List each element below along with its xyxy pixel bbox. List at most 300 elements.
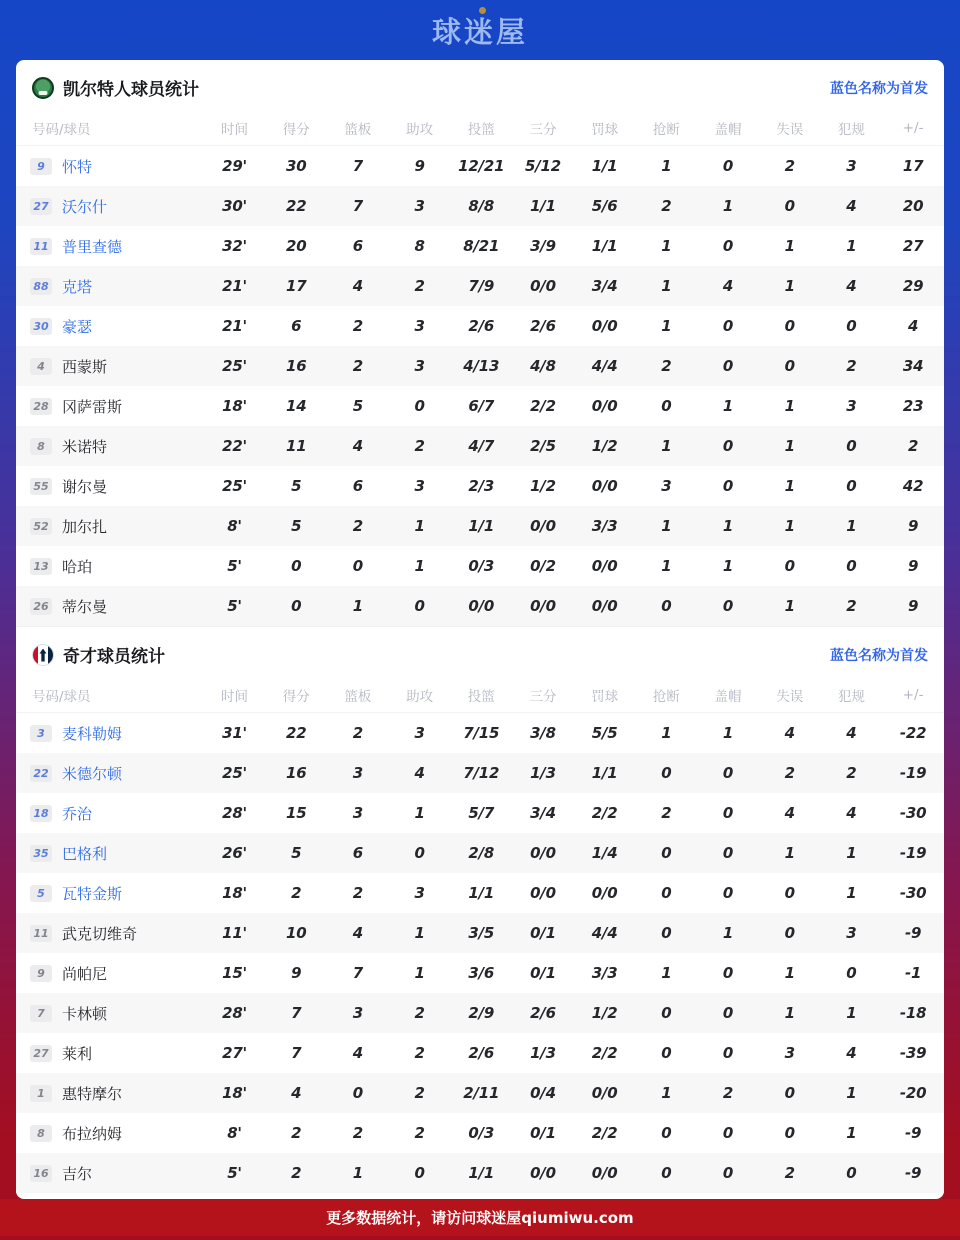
stat-cell: 27 bbox=[902, 237, 924, 255]
table-row bbox=[16, 346, 944, 386]
player-name: 米德尔顿 bbox=[62, 764, 123, 783]
stat-cell: 0/1 bbox=[530, 964, 556, 982]
stat-cell: 1 bbox=[784, 477, 795, 495]
stat-cell: 1/3 bbox=[530, 1044, 556, 1062]
stat-cell: 0/0 bbox=[530, 597, 556, 615]
stat-cell: 9 bbox=[907, 557, 919, 575]
stat-cell: 22 bbox=[285, 724, 307, 742]
stat-cell: 29 bbox=[902, 277, 924, 295]
stat-cell: 2 bbox=[661, 197, 672, 215]
stat-cell: 29' bbox=[222, 157, 247, 175]
stat-cell: 2/2 bbox=[530, 397, 556, 415]
player-name: 麦科勒姆 bbox=[62, 724, 123, 743]
column-header: 犯规 bbox=[821, 678, 883, 713]
stat-cell: 30' bbox=[222, 197, 247, 215]
stat-cell: 11' bbox=[222, 924, 247, 942]
stat-cell: 0/0 bbox=[530, 844, 556, 862]
table-row bbox=[16, 586, 944, 626]
column-header: 盖帽 bbox=[697, 678, 759, 713]
player-name: 豪瑟 bbox=[62, 317, 93, 336]
column-header: 投篮 bbox=[450, 678, 512, 713]
stat-cell: 1 bbox=[661, 157, 672, 175]
stat-cell: -19 bbox=[899, 844, 927, 862]
stat-cell: 2 bbox=[846, 764, 857, 782]
stat-cell: 10 bbox=[285, 924, 307, 942]
stat-cell: 9 bbox=[291, 964, 302, 982]
stat-cell: 8/21 bbox=[463, 237, 500, 255]
stat-cell: 0 bbox=[784, 884, 795, 902]
stat-cell: 0/0 bbox=[591, 884, 618, 902]
jersey-number-badge: 8 bbox=[30, 1125, 52, 1142]
stat-cell: 6 bbox=[352, 237, 364, 255]
celtics-logo-icon bbox=[32, 77, 54, 99]
stat-cell: 6 bbox=[352, 477, 364, 495]
stat-cell: 0/2 bbox=[530, 557, 556, 575]
stat-cell: 15 bbox=[285, 804, 307, 822]
stat-cell: 2/2 bbox=[591, 1044, 618, 1062]
stat-cell: 2 bbox=[784, 764, 795, 782]
jersey-number-badge: 7 bbox=[30, 1005, 52, 1022]
top-header-bar bbox=[0, 0, 960, 60]
stat-cell: 1 bbox=[722, 557, 734, 575]
stat-cell: 1 bbox=[722, 197, 734, 215]
stat-cell: 0 bbox=[846, 964, 857, 982]
stat-cell: 2 bbox=[846, 597, 857, 615]
stat-cell: 4 bbox=[352, 277, 364, 295]
stat-cell: 3 bbox=[784, 1044, 795, 1062]
jersey-number-badge: 1 bbox=[30, 1085, 52, 1102]
stat-cell: 3/3 bbox=[591, 517, 618, 535]
stat-cell: 22' bbox=[222, 437, 247, 455]
stat-cell: 7 bbox=[352, 197, 364, 215]
stat-cell: 0 bbox=[784, 317, 795, 335]
stat-cell: -20 bbox=[899, 1084, 927, 1102]
stat-cell: 5 bbox=[352, 397, 364, 415]
table-header bbox=[16, 111, 944, 146]
table-row bbox=[16, 306, 944, 346]
stat-cell: 16 bbox=[285, 764, 307, 782]
stat-cell: 42 bbox=[902, 477, 924, 495]
stat-cell: 0 bbox=[352, 1084, 364, 1102]
stat-cell: 1 bbox=[661, 237, 672, 255]
stat-cell: 4 bbox=[352, 437, 364, 455]
column-header: 号码/球员 bbox=[16, 111, 204, 146]
stat-cell: 28' bbox=[222, 1004, 247, 1022]
stat-cell: 4/7 bbox=[468, 437, 495, 455]
table-row bbox=[16, 226, 944, 266]
stat-cell: 0 bbox=[722, 237, 734, 255]
stat-cell: 1 bbox=[784, 844, 795, 862]
stat-cell: 3/6 bbox=[468, 964, 495, 982]
stat-cell: 2 bbox=[352, 1124, 364, 1142]
stat-cell: 1 bbox=[661, 277, 672, 295]
table-row bbox=[16, 506, 944, 546]
stat-cell: 1 bbox=[661, 517, 672, 535]
stat-cell: 25' bbox=[222, 357, 247, 375]
jersey-number-badge: 4 bbox=[30, 358, 52, 375]
stat-cell: 1 bbox=[846, 884, 857, 902]
stat-cell: 3 bbox=[661, 477, 672, 495]
section-title: 凯尔特人球员统计 bbox=[63, 80, 199, 100]
footer-text: 更多数据统计，请访问球迷屋qiumiwu.com bbox=[326, 1209, 634, 1227]
stat-cell: 21' bbox=[222, 277, 247, 295]
player-name: 武克切维奇 bbox=[62, 924, 138, 943]
jersey-number-badge: 5 bbox=[30, 885, 52, 902]
stat-cell: -9 bbox=[904, 924, 922, 942]
stat-cell: 0 bbox=[722, 477, 734, 495]
column-header: 罚球 bbox=[574, 678, 636, 713]
section-header bbox=[16, 627, 944, 678]
stat-cell: 2 bbox=[352, 724, 364, 742]
stat-cell: 0 bbox=[846, 557, 857, 575]
stat-cell: 5 bbox=[291, 477, 302, 495]
stat-cell: 4 bbox=[846, 1044, 857, 1062]
stat-cell: 0 bbox=[661, 597, 672, 615]
stat-cell: 1 bbox=[846, 1004, 857, 1022]
player-name: 巴格利 bbox=[62, 844, 108, 863]
stat-cell: 0 bbox=[846, 1164, 857, 1182]
column-header: +/- bbox=[882, 678, 944, 713]
stat-cell: 17 bbox=[285, 277, 307, 295]
stat-cell: 2 bbox=[291, 1164, 302, 1182]
stat-cell: 0 bbox=[722, 844, 734, 862]
stat-cell: 2 bbox=[414, 277, 425, 295]
stat-cell: -18 bbox=[899, 1004, 927, 1022]
jersey-number-badge: 55 bbox=[30, 478, 52, 495]
stat-cell: 0/0 bbox=[591, 397, 618, 415]
starters-legend-link[interactable]: 蓝色名称为首发 bbox=[830, 80, 928, 97]
player-name: 哈珀 bbox=[62, 557, 93, 576]
stat-cell: 0/0 bbox=[530, 1164, 556, 1182]
jersey-number-badge: 11 bbox=[30, 238, 52, 255]
team-section-celtics bbox=[16, 60, 944, 626]
stat-cell: 0 bbox=[722, 157, 734, 175]
table-row bbox=[16, 753, 944, 793]
stat-cell: 6/7 bbox=[468, 397, 495, 415]
stat-cell: 2 bbox=[784, 157, 795, 175]
player-name: 莱利 bbox=[62, 1044, 93, 1063]
stat-cell: 5/7 bbox=[468, 804, 495, 822]
stat-cell: 12/21 bbox=[458, 157, 505, 175]
jersey-number-badge: 26 bbox=[30, 598, 52, 615]
stat-cell: 2 bbox=[352, 317, 364, 335]
stat-cell: 23 bbox=[902, 397, 924, 415]
player-cell bbox=[16, 586, 204, 626]
column-header: 失误 bbox=[759, 111, 821, 146]
stat-cell: 4/4 bbox=[591, 924, 618, 942]
stat-cell: 2 bbox=[291, 884, 302, 902]
column-header: 时间 bbox=[204, 111, 266, 146]
player-cell bbox=[16, 913, 204, 953]
player-name: 尚帕尼 bbox=[62, 964, 108, 983]
stat-cell: 2 bbox=[414, 1044, 425, 1062]
stat-cell: 1/1 bbox=[530, 197, 556, 215]
player-name: 西蒙斯 bbox=[62, 357, 108, 376]
jersey-number-badge: 16 bbox=[30, 1165, 52, 1182]
player-name: 克塔 bbox=[62, 277, 93, 296]
stat-cell: 5' bbox=[227, 597, 242, 615]
section-title: 奇才球员统计 bbox=[63, 647, 165, 667]
stat-cell: 0 bbox=[846, 317, 857, 335]
stat-cell: 0 bbox=[784, 557, 795, 575]
stat-cell: 1 bbox=[784, 964, 795, 982]
stat-cell: 2 bbox=[846, 357, 857, 375]
stat-cell: 0 bbox=[846, 477, 857, 495]
stat-cell: 17 bbox=[902, 157, 924, 175]
jersey-number-badge: 35 bbox=[30, 845, 52, 862]
stat-cell: 2 bbox=[414, 1124, 425, 1142]
stat-cell: 3 bbox=[414, 197, 425, 215]
player-cell bbox=[16, 146, 204, 187]
stat-cell: 1 bbox=[784, 517, 795, 535]
stat-cell: 3/3 bbox=[591, 964, 618, 982]
player-cell bbox=[16, 1113, 204, 1153]
stat-cell: 4/13 bbox=[463, 357, 500, 375]
stat-cell: 0/1 bbox=[530, 1124, 556, 1142]
table-row bbox=[16, 1033, 944, 1073]
stat-cell: 3 bbox=[414, 317, 425, 335]
stat-cell: 7/12 bbox=[463, 764, 500, 782]
stat-cell: 34 bbox=[902, 357, 924, 375]
stat-cell: 0/0 bbox=[468, 597, 495, 615]
stat-cell: 3 bbox=[846, 397, 857, 415]
stat-cell: 0 bbox=[661, 1164, 672, 1182]
stat-cell: 2 bbox=[784, 1164, 795, 1182]
jersey-number-badge: 27 bbox=[30, 1045, 52, 1062]
stat-cell: 1 bbox=[722, 724, 734, 742]
stat-cell: 0 bbox=[414, 397, 425, 415]
stat-cell: 2 bbox=[352, 884, 364, 902]
stat-cell: 7 bbox=[291, 1004, 302, 1022]
stat-cell: 1/2 bbox=[591, 437, 618, 455]
stat-cell: 0 bbox=[784, 357, 795, 375]
stat-cell: 9 bbox=[907, 597, 919, 615]
stat-cell: -9 bbox=[904, 1124, 922, 1142]
player-cell bbox=[16, 266, 204, 306]
player-name: 卡林顿 bbox=[62, 1004, 108, 1023]
column-header: 失误 bbox=[759, 678, 821, 713]
stat-cell: 4/8 bbox=[530, 357, 556, 375]
stat-cell: 6 bbox=[352, 844, 364, 862]
stat-cell: 2/11 bbox=[463, 1084, 500, 1102]
stat-cell: 1 bbox=[414, 557, 425, 575]
jersey-number-badge: 9 bbox=[30, 965, 52, 982]
stat-cell: 0 bbox=[784, 1084, 795, 1102]
column-header: 三分 bbox=[512, 678, 574, 713]
stat-cell: 1 bbox=[661, 964, 672, 982]
stat-cell: 4 bbox=[846, 804, 857, 822]
column-header: 三分 bbox=[512, 111, 574, 146]
stat-cell: 2/2 bbox=[591, 804, 618, 822]
stat-cell: 3 bbox=[414, 884, 425, 902]
stat-cell: 1 bbox=[414, 804, 425, 822]
table-row bbox=[16, 833, 944, 873]
stat-cell: 4 bbox=[846, 197, 857, 215]
stat-cell: 2 bbox=[414, 1004, 425, 1022]
stat-cell: 5' bbox=[227, 557, 242, 575]
table-row bbox=[16, 546, 944, 586]
stat-cell: 18' bbox=[222, 1084, 247, 1102]
stat-cell: 2 bbox=[291, 1124, 302, 1142]
stat-cell: 4 bbox=[291, 1084, 302, 1102]
stat-cell: 0 bbox=[722, 884, 734, 902]
stat-cell: 3 bbox=[414, 724, 425, 742]
stat-cell: 0/3 bbox=[468, 557, 495, 575]
stat-cell: 31' bbox=[222, 724, 247, 742]
table-row bbox=[16, 1153, 944, 1193]
stat-cell: 1 bbox=[846, 1124, 857, 1142]
stat-cell: 0 bbox=[722, 964, 734, 982]
stat-cell: 2/9 bbox=[468, 1004, 495, 1022]
table-row bbox=[16, 873, 944, 913]
stat-cell: 26' bbox=[222, 844, 247, 862]
stat-cell: 1 bbox=[722, 517, 734, 535]
player-cell bbox=[16, 713, 204, 754]
column-header: 时间 bbox=[204, 678, 266, 713]
player-cell bbox=[16, 506, 204, 546]
player-name: 普里查德 bbox=[62, 237, 123, 256]
stat-cell: 8/8 bbox=[468, 197, 495, 215]
column-header: +/- bbox=[882, 111, 944, 146]
stat-cell: 0 bbox=[291, 597, 302, 615]
stat-cell: 32' bbox=[222, 237, 247, 255]
stat-cell: 4 bbox=[846, 724, 857, 742]
starters-legend-link[interactable]: 蓝色名称为首发 bbox=[830, 647, 928, 664]
stat-cell: -30 bbox=[899, 884, 927, 902]
stat-cell: 1/1 bbox=[591, 764, 618, 782]
table-row bbox=[16, 386, 944, 426]
player-name: 怀特 bbox=[62, 157, 93, 176]
stat-cell: 0/0 bbox=[591, 317, 618, 335]
stat-cell: 18' bbox=[222, 397, 247, 415]
stat-cell: 1/2 bbox=[530, 477, 556, 495]
stat-cell: 0/1 bbox=[530, 924, 556, 942]
stat-cell: -19 bbox=[899, 764, 927, 782]
stat-cell: 2 bbox=[661, 804, 672, 822]
player-name: 乔治 bbox=[62, 804, 93, 823]
stat-cell: 2 bbox=[722, 1084, 734, 1102]
jersey-number-badge: 11 bbox=[30, 925, 52, 942]
stat-cell: 0 bbox=[722, 1044, 734, 1062]
team-section-wizards bbox=[16, 626, 944, 1193]
stat-cell: 0 bbox=[784, 1124, 795, 1142]
stat-cell: 2 bbox=[352, 357, 364, 375]
stat-cell: 1 bbox=[661, 1084, 672, 1102]
jersey-number-badge: 3 bbox=[30, 725, 52, 742]
stat-cell: 20 bbox=[285, 237, 307, 255]
column-header: 篮板 bbox=[327, 678, 389, 713]
stat-cell: 0 bbox=[722, 764, 734, 782]
column-header: 篮板 bbox=[327, 111, 389, 146]
stat-cell: 11 bbox=[285, 437, 307, 455]
column-header: 助攻 bbox=[389, 678, 451, 713]
column-header: 助攻 bbox=[389, 111, 451, 146]
stat-cell: 1 bbox=[784, 437, 795, 455]
stat-cell: 0/0 bbox=[530, 517, 556, 535]
stat-cell: 1 bbox=[846, 844, 857, 862]
jersey-number-badge: 27 bbox=[30, 198, 52, 215]
stat-cell: 0 bbox=[722, 317, 734, 335]
stat-cell: 6 bbox=[291, 317, 302, 335]
stat-cell: 1/1 bbox=[468, 1164, 495, 1182]
stat-cell: 4 bbox=[846, 277, 857, 295]
stat-cell: 3/4 bbox=[591, 277, 618, 295]
stat-cell: 3 bbox=[414, 477, 425, 495]
table-row bbox=[16, 913, 944, 953]
stat-cell: 1 bbox=[784, 1004, 795, 1022]
column-header: 犯规 bbox=[821, 111, 883, 146]
table-row bbox=[16, 186, 944, 226]
stat-cell: 21' bbox=[222, 317, 247, 335]
stat-cell: 4 bbox=[722, 277, 734, 295]
stat-cell: 3/4 bbox=[530, 804, 556, 822]
stat-cell: 4 bbox=[784, 724, 795, 742]
stat-cell: 15' bbox=[222, 964, 247, 982]
stat-cell: 25' bbox=[222, 477, 247, 495]
player-cell bbox=[16, 873, 204, 913]
stat-cell: 1 bbox=[352, 1164, 364, 1182]
table-row bbox=[16, 993, 944, 1033]
table-header bbox=[16, 678, 944, 713]
stat-cell: 3 bbox=[846, 157, 857, 175]
stat-cell: 1/1 bbox=[591, 157, 618, 175]
column-header: 盖帽 bbox=[697, 111, 759, 146]
stat-cell: 0/0 bbox=[591, 1084, 618, 1102]
stat-cell: 1 bbox=[784, 277, 795, 295]
column-header: 罚球 bbox=[574, 111, 636, 146]
player-stats-table bbox=[16, 111, 944, 626]
player-name: 瓦特金斯 bbox=[62, 884, 123, 903]
stat-cell: 8 bbox=[414, 237, 425, 255]
stat-cell: 0/0 bbox=[591, 1164, 618, 1182]
stat-cell: 0 bbox=[414, 1164, 425, 1182]
stat-cell: 1/1 bbox=[468, 517, 495, 535]
stat-cell: -1 bbox=[904, 964, 922, 982]
table-row bbox=[16, 793, 944, 833]
stat-cell: 1 bbox=[661, 437, 672, 455]
stat-cell: 0/0 bbox=[591, 597, 618, 615]
stat-cell: 8' bbox=[227, 1124, 242, 1142]
stat-cell: 5 bbox=[291, 517, 302, 535]
stat-cell: -9 bbox=[904, 1164, 922, 1182]
stat-cell: 7 bbox=[352, 157, 364, 175]
table-row bbox=[16, 146, 944, 187]
stat-cell: -30 bbox=[899, 804, 927, 822]
stat-cell: 2 bbox=[414, 1084, 425, 1102]
stat-cell: 3 bbox=[352, 804, 364, 822]
stat-cell: 0 bbox=[414, 597, 425, 615]
stat-cell: 4 bbox=[352, 924, 364, 942]
stat-cell: 5/6 bbox=[591, 197, 618, 215]
stat-cell: 0 bbox=[661, 844, 672, 862]
stat-cell: 2/8 bbox=[468, 844, 495, 862]
wizards-logo-icon bbox=[32, 644, 54, 666]
stat-cell: 1 bbox=[661, 724, 672, 742]
stat-cell: 0/3 bbox=[468, 1124, 495, 1142]
player-name: 吉尔 bbox=[62, 1164, 93, 1183]
stat-cell: 0 bbox=[846, 437, 857, 455]
jersey-number-badge: 52 bbox=[30, 518, 52, 535]
stat-cell: 7 bbox=[352, 964, 364, 982]
stat-cell: 3/5 bbox=[468, 924, 495, 942]
stats-card bbox=[16, 60, 944, 1199]
player-cell bbox=[16, 306, 204, 346]
stat-cell: 28' bbox=[222, 804, 247, 822]
stat-cell: 2/6 bbox=[530, 317, 556, 335]
jersey-number-badge: 88 bbox=[30, 278, 52, 295]
stat-cell: 4 bbox=[784, 804, 795, 822]
player-name: 惠特摩尔 bbox=[62, 1084, 123, 1103]
